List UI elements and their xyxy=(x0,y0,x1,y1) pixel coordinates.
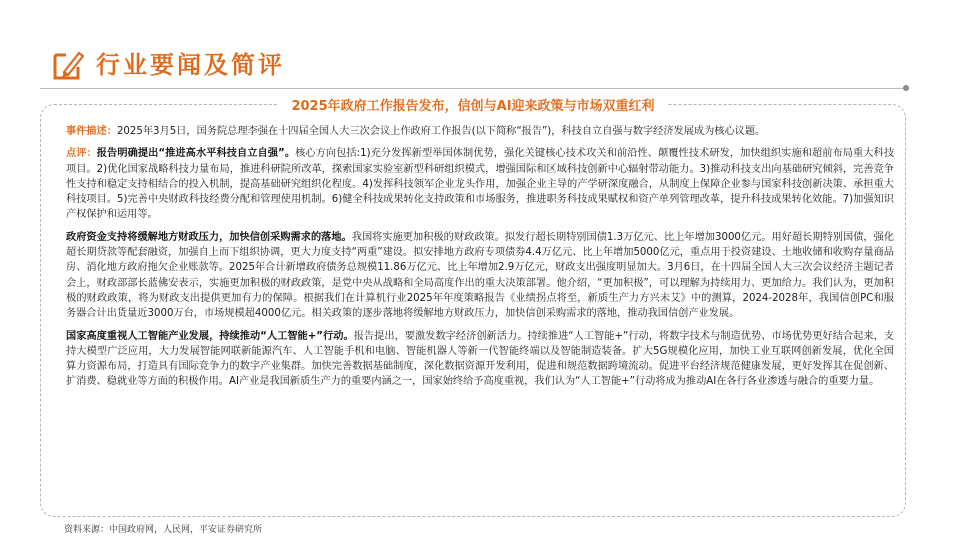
comment-paragraph-2 xyxy=(66,230,894,322)
p1-text: 核心方向包括:1)充分发挥新型举国体制优势，强化关键核心技术攻关和前沿性、颠覆性技术研发，加快组织实施和超前布局重大科技项目。2)优化国家战略科技力量布局，推进科研院所改革，探索国家实验室新型科研组织模式，增强国际和区域科技创新中心辐射带动能力。3)推动科技支出向基础研究倾斜，完善竞争性支持和稳定支持相结合的投入机制，提高基础研究组织化程度。4)发挥科技领军企业龙头作用，加强企业主导的产学研深度融合，从制度上保障企业参与国家科技创新决策、承担重大科技项目。5)完善中央财政科技经费分配和管理使用机制。6)健全科技成果转化支持政策和市场服务，推进职务科技成果赋权和资产单列管理改革，提升科技成果转化效能。7)加强知识产权保护和运用等。 xyxy=(66,148,895,221)
p3-lead: 国家高度重视人工智能产业发展，持续推动“人工智能+”行动。 xyxy=(66,330,354,342)
divider-end-dot xyxy=(903,85,909,91)
header-divider xyxy=(40,88,906,89)
comment-paragraph-3 xyxy=(66,329,894,390)
document-pen-icon xyxy=(52,49,84,81)
p2-lead: 政府资金支持将缓解地方财政压力，加快信创采购需求的落地。 xyxy=(66,231,352,243)
p2-text: 我国将实施更加积极的财政政策。拟发行超长期特别国债1.3万亿元、比上年增加3000亿元。用好超长期特别国债，强化超长期贷款等配套融资，加强自上而下组织协调，更大力度支持“两重”建设。拟安排地方政府专项债券4.4万亿元、比上年增加5000亿元，重点用于投资建设、土地收储和收购存量商品房、消化地方政府拖欠企业账款等。2025年合计新增政府债务总规模11.86万亿元、比上年增加2.9万亿元，财政支出强度明显加大。3月6日，在十四届全国人大三次会议经济主题记者会上，财政部部长蓝佛安表示，实施更加积极的财政政策，是党中央从战略和全局高度作出的重大决策部署。他介绍，“更加积极”，可以理解为持续用力、更加给力。我们认为，更加积极的财政政策，将为财政支出提供更加有力的保障。根据我们在计算机行业2025年年度策略报告《业绩拐点将至，新质生产力方兴未艾》中的测算，2024-2028年，我国信创PC和服务器合计出货量近3000万台，市场规模超4000亿元。相关政策的逐步落地将缓解地方财政压力，加快信创采购需求的落地，推动我国信创产业发展。 xyxy=(66,231,894,320)
event-label: 事件描述： xyxy=(66,126,117,137)
comment-paragraph-1 xyxy=(66,146,894,222)
news-body xyxy=(66,124,894,397)
comment-label: 点评： xyxy=(66,148,97,160)
source-note: 资料来源：中国政府网，人民网，平安证券研究所 xyxy=(64,525,263,535)
event-text: 2025年3月5日，国务院总理李强在十四届全国人大三次会议上作政府工作报告(以下简称“报告”)，科技自立自强与数字经济发展成为核心议题。 xyxy=(116,126,766,137)
news-headline: 2025年政府工作报告发布，信创与AI迎来政策与市场双重红利 xyxy=(0,99,946,115)
section-header xyxy=(52,48,285,82)
page-title: 行业要闻及简评 xyxy=(96,51,285,79)
p3-text: 报告提出，要激发数字经济创新活力。持续推进“人工智能+”行动，将数字技术与制造优势、市场优势更好结合起来，支持大模型广泛应用，大力发展智能网联新能源汽车、人工智能手机和电脑、智能机器人等新一代智能终端以及智能制造装备。扩大5G规模化应用，加快工业互联网创新发展，优化全国算力资源布局，打造具有国际竞争力的数字产业集群。加快完善数据基础制度，深化数据资源开发利用，促进和规范数据跨境流动。促进平台经济规范健康发展，更好发挥其在促创新、扩消费、稳就业等方面的积极作用。AI产业是我国新质生产力的重要内涵之一，国家始终给予高度重视，我们认为“人工智能+”行动将成为推动AI在各行各业渗透与融合的重要力量。 xyxy=(66,330,894,388)
event-paragraph xyxy=(66,124,894,139)
p1-lead: 报告明确提出“推进高水平科技自立自强”。 xyxy=(96,148,296,160)
